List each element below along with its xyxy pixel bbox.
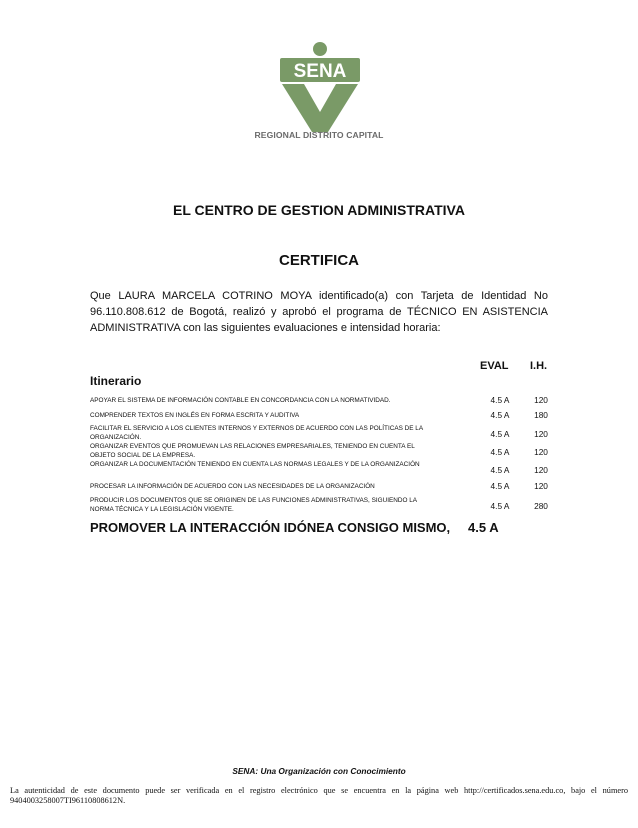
competency-eval: 4.5 A <box>490 465 510 475</box>
logo-text: SENA <box>293 61 347 82</box>
eval-column-header: EVAL <box>480 360 509 372</box>
authenticity-note: La autenticidad de este documento puede ser verificada en el registro electrónico que se encuentra en la página web http://certificados.sena.edu.co, bajo el número 9404003258007TI96110808612N. <box>10 786 628 805</box>
final-competency-eval: 4.5 A <box>468 520 499 535</box>
table-row <box>90 496 560 518</box>
competency-hours: 280 <box>534 501 548 511</box>
competency-hours: 120 <box>534 429 548 439</box>
certifica-heading: CERTIFICA <box>279 252 359 269</box>
competency-hours: 120 <box>534 447 548 457</box>
competency-description: PROCESAR LA INFORMACIÓN DE ACUERDO CON LAS NECESIDADES DE LA ORGANIZACIÓN <box>90 483 375 490</box>
competency-description: APOYAR EL SISTEMA DE INFORMACIÓN CONTABLE EN CONCORDANCIA CON LA NORMATIVIDAD. <box>90 397 391 404</box>
center-title: EL CENTRO DE GESTION ADMINISTRATIVA <box>173 202 465 218</box>
competency-hours: 120 <box>534 481 548 491</box>
table-row <box>90 476 560 498</box>
competency-description: ORGANIZAR EVENTOS QUE PROMUEVAN LAS RELACIONES EMPRESARIALES, TENIENDO EN CUENTA EL OBJETO SOCIAL DE LA EMPRESA. <box>90 443 415 459</box>
sena-logo <box>268 40 372 138</box>
itinerario-heading: Itinerario <box>90 374 142 388</box>
competency-eval: 4.5 A <box>490 501 510 511</box>
competency-eval: 4.5 A <box>490 481 510 491</box>
competency-hours: 120 <box>534 465 548 475</box>
competency-description: PRODUCIR LOS DOCUMENTOS QUE SE ORIGINEN DE LAS FUNCIONES ADMINISTRATIVAS, SIGUIENDO LA NORMA TÉCNICA Y LA LEGISLACIÓN VIGENTE. <box>90 497 417 513</box>
regional-label: REGIONAL DISTRITO CAPITAL <box>254 130 384 140</box>
sena-logo-icon <box>268 40 372 138</box>
competency-eval: 4.5 A <box>490 395 510 405</box>
certification-statement: Que LAURA MARCELA COTRINO MOYA identificado(a) con Tarjeta de Identidad No 96.110.808.612 de Bogotá, realizó y aprobó el programa de TÉCNICO EN ASISTENCIA ADMINISTRATIVA con las siguientes evaluaciones e intensidad horaria: <box>90 290 548 334</box>
competency-description: FACILITAR EL SERVICIO A LOS CLIENTES INTERNOS Y EXTERNOS DE ACUERDO CON LAS POLÍTICAS DE LA ORGANIZACIÓN. <box>90 425 423 441</box>
competency-eval: 4.5 A <box>490 429 510 439</box>
sena-slogan: SENA: Una Organización con Conocimiento <box>232 766 406 776</box>
final-competency: PROMOVER LA INTERACCIÓN IDÓNEA CONSIGO MISMO, <box>90 520 451 535</box>
competency-description: COMPRENDER TEXTOS EN INGLÉS EN FORMA ESCRITA Y AUDITIVA <box>90 412 300 419</box>
competency-description: ORGANIZAR LA DOCUMENTACIÓN TENIENDO EN CUENTA LAS NORMAS LEGALES Y DE LA ORGANIZACIÓN <box>90 461 420 468</box>
competency-eval: 4.5 A <box>490 447 510 457</box>
ih-column-header: I.H. <box>530 360 548 372</box>
competency-hours: 180 <box>534 410 548 420</box>
competency-eval: 4.5 A <box>490 410 510 420</box>
competency-hours: 120 <box>534 395 548 405</box>
